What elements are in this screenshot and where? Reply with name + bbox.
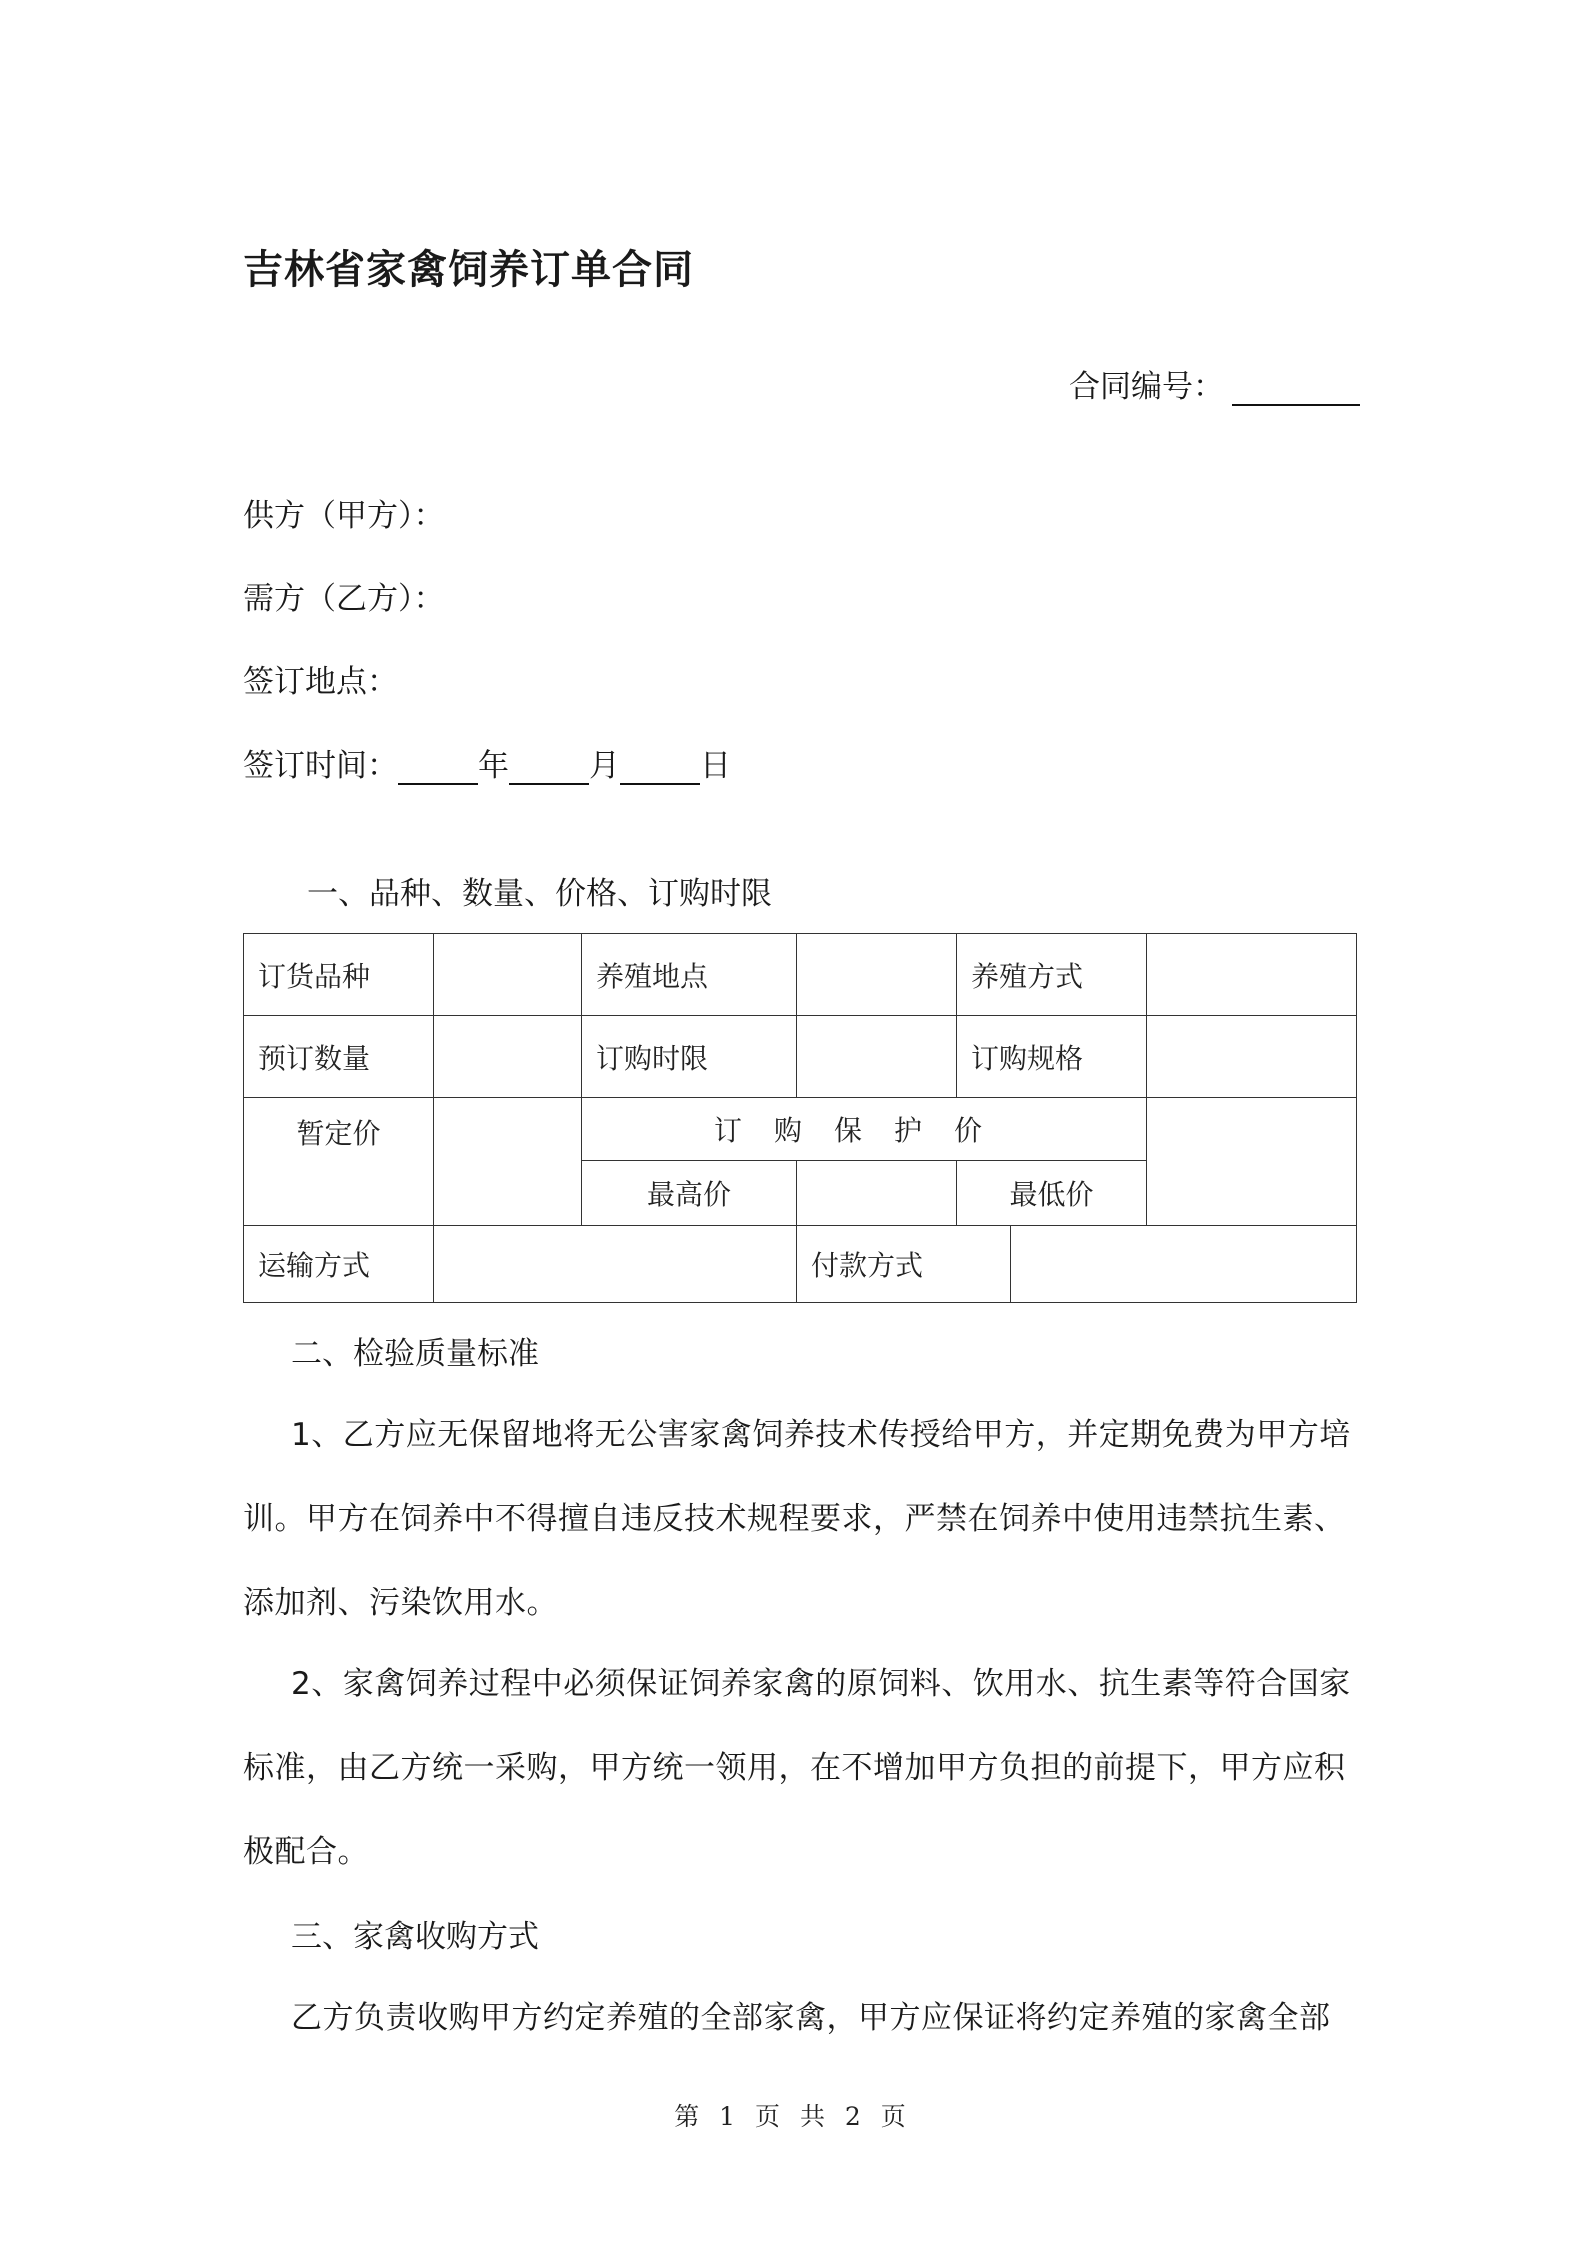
payment-cell[interactable] bbox=[1011, 1226, 1357, 1303]
paragraph-3: 乙方负责收购甲方约定养殖的全部家禽，甲方应保证将约定养殖的家禽全部 bbox=[291, 2000, 1331, 2036]
paragraph-1: 1、乙方应无保留地将无公害家禽饲养技术传授给甲方，并定期免费为甲方培训。甲方在饲养中不得擅自违反技术规程要求，严禁在饲养中使用违禁抗生素、添加剂、污染饮用水。 bbox=[243, 1417, 1351, 1621]
max-price-label: 最高价 bbox=[582, 1161, 797, 1226]
day-blank[interactable] bbox=[620, 753, 700, 785]
order-period-label: 订购时限 bbox=[582, 1016, 797, 1098]
table-row bbox=[244, 1226, 1357, 1303]
variety-label: 订货品种 bbox=[244, 934, 434, 1016]
contract-number bbox=[1069, 361, 1360, 406]
max-price-cell[interactable] bbox=[797, 1161, 957, 1226]
buyer-label: 需方（乙方）： bbox=[243, 581, 445, 617]
page-footer: 第 1 页 共 2 页 bbox=[674, 2102, 912, 2131]
contract-number-blank[interactable] bbox=[1232, 374, 1360, 406]
year-blank[interactable] bbox=[398, 753, 478, 785]
min-price-label: 最低价 bbox=[957, 1161, 1147, 1226]
contract-number-label: 合同编号： bbox=[1069, 369, 1224, 405]
tentative-price-cell[interactable] bbox=[434, 1098, 582, 1226]
protect-price-cell[interactable] bbox=[1147, 1098, 1357, 1226]
farm-location-label: 养殖地点 bbox=[582, 934, 797, 1016]
sign-time bbox=[243, 740, 731, 785]
payment-label: 付款方式 bbox=[797, 1226, 1011, 1303]
table-row bbox=[244, 1016, 1357, 1098]
order-period-cell[interactable] bbox=[797, 1016, 957, 1098]
transport-cell[interactable] bbox=[434, 1226, 797, 1303]
tentative-price-label: 暂定价 bbox=[244, 1098, 434, 1226]
paragraph-2: 2、家禽饲养过程中必须保证饲养家禽的原饲料、饮用水、抗生素等符合国家标准，由乙方统一采购，甲方统一领用，在不增加甲方负担的前提下，甲方应积极配合。 bbox=[243, 1666, 1351, 1870]
day-label: 日 bbox=[700, 748, 731, 784]
farm-location-cell[interactable] bbox=[797, 934, 957, 1016]
month-label: 月 bbox=[589, 748, 620, 784]
section-3-heading: 三、家禽收购方式 bbox=[291, 1919, 539, 1955]
table-row bbox=[244, 934, 1357, 1016]
farm-method-cell[interactable] bbox=[1147, 934, 1357, 1016]
year-label: 年 bbox=[478, 748, 509, 784]
supplier-label: 供方（甲方）： bbox=[243, 498, 445, 534]
protect-price-label: 订购保护价 bbox=[582, 1098, 1147, 1161]
sign-place-label: 签订地点： bbox=[243, 664, 398, 700]
transport-label: 运输方式 bbox=[244, 1226, 434, 1303]
order-table bbox=[243, 933, 1357, 1303]
table-row bbox=[244, 1098, 1357, 1161]
farm-method-label: 养殖方式 bbox=[957, 934, 1147, 1016]
sign-time-label: 签订时间： bbox=[243, 748, 398, 784]
section-2-heading: 二、检验质量标准 bbox=[291, 1336, 539, 1372]
section-1-heading: 一、品种、数量、价格、订购时限 bbox=[307, 876, 772, 912]
document-title: 吉林省家禽饲养订单合同 bbox=[243, 247, 694, 293]
variety-cell[interactable] bbox=[434, 934, 582, 1016]
month-blank[interactable] bbox=[509, 753, 589, 785]
quantity-cell[interactable] bbox=[434, 1016, 582, 1098]
spec-cell[interactable] bbox=[1147, 1016, 1357, 1098]
spec-label: 订购规格 bbox=[957, 1016, 1147, 1098]
quantity-label: 预订数量 bbox=[244, 1016, 434, 1098]
